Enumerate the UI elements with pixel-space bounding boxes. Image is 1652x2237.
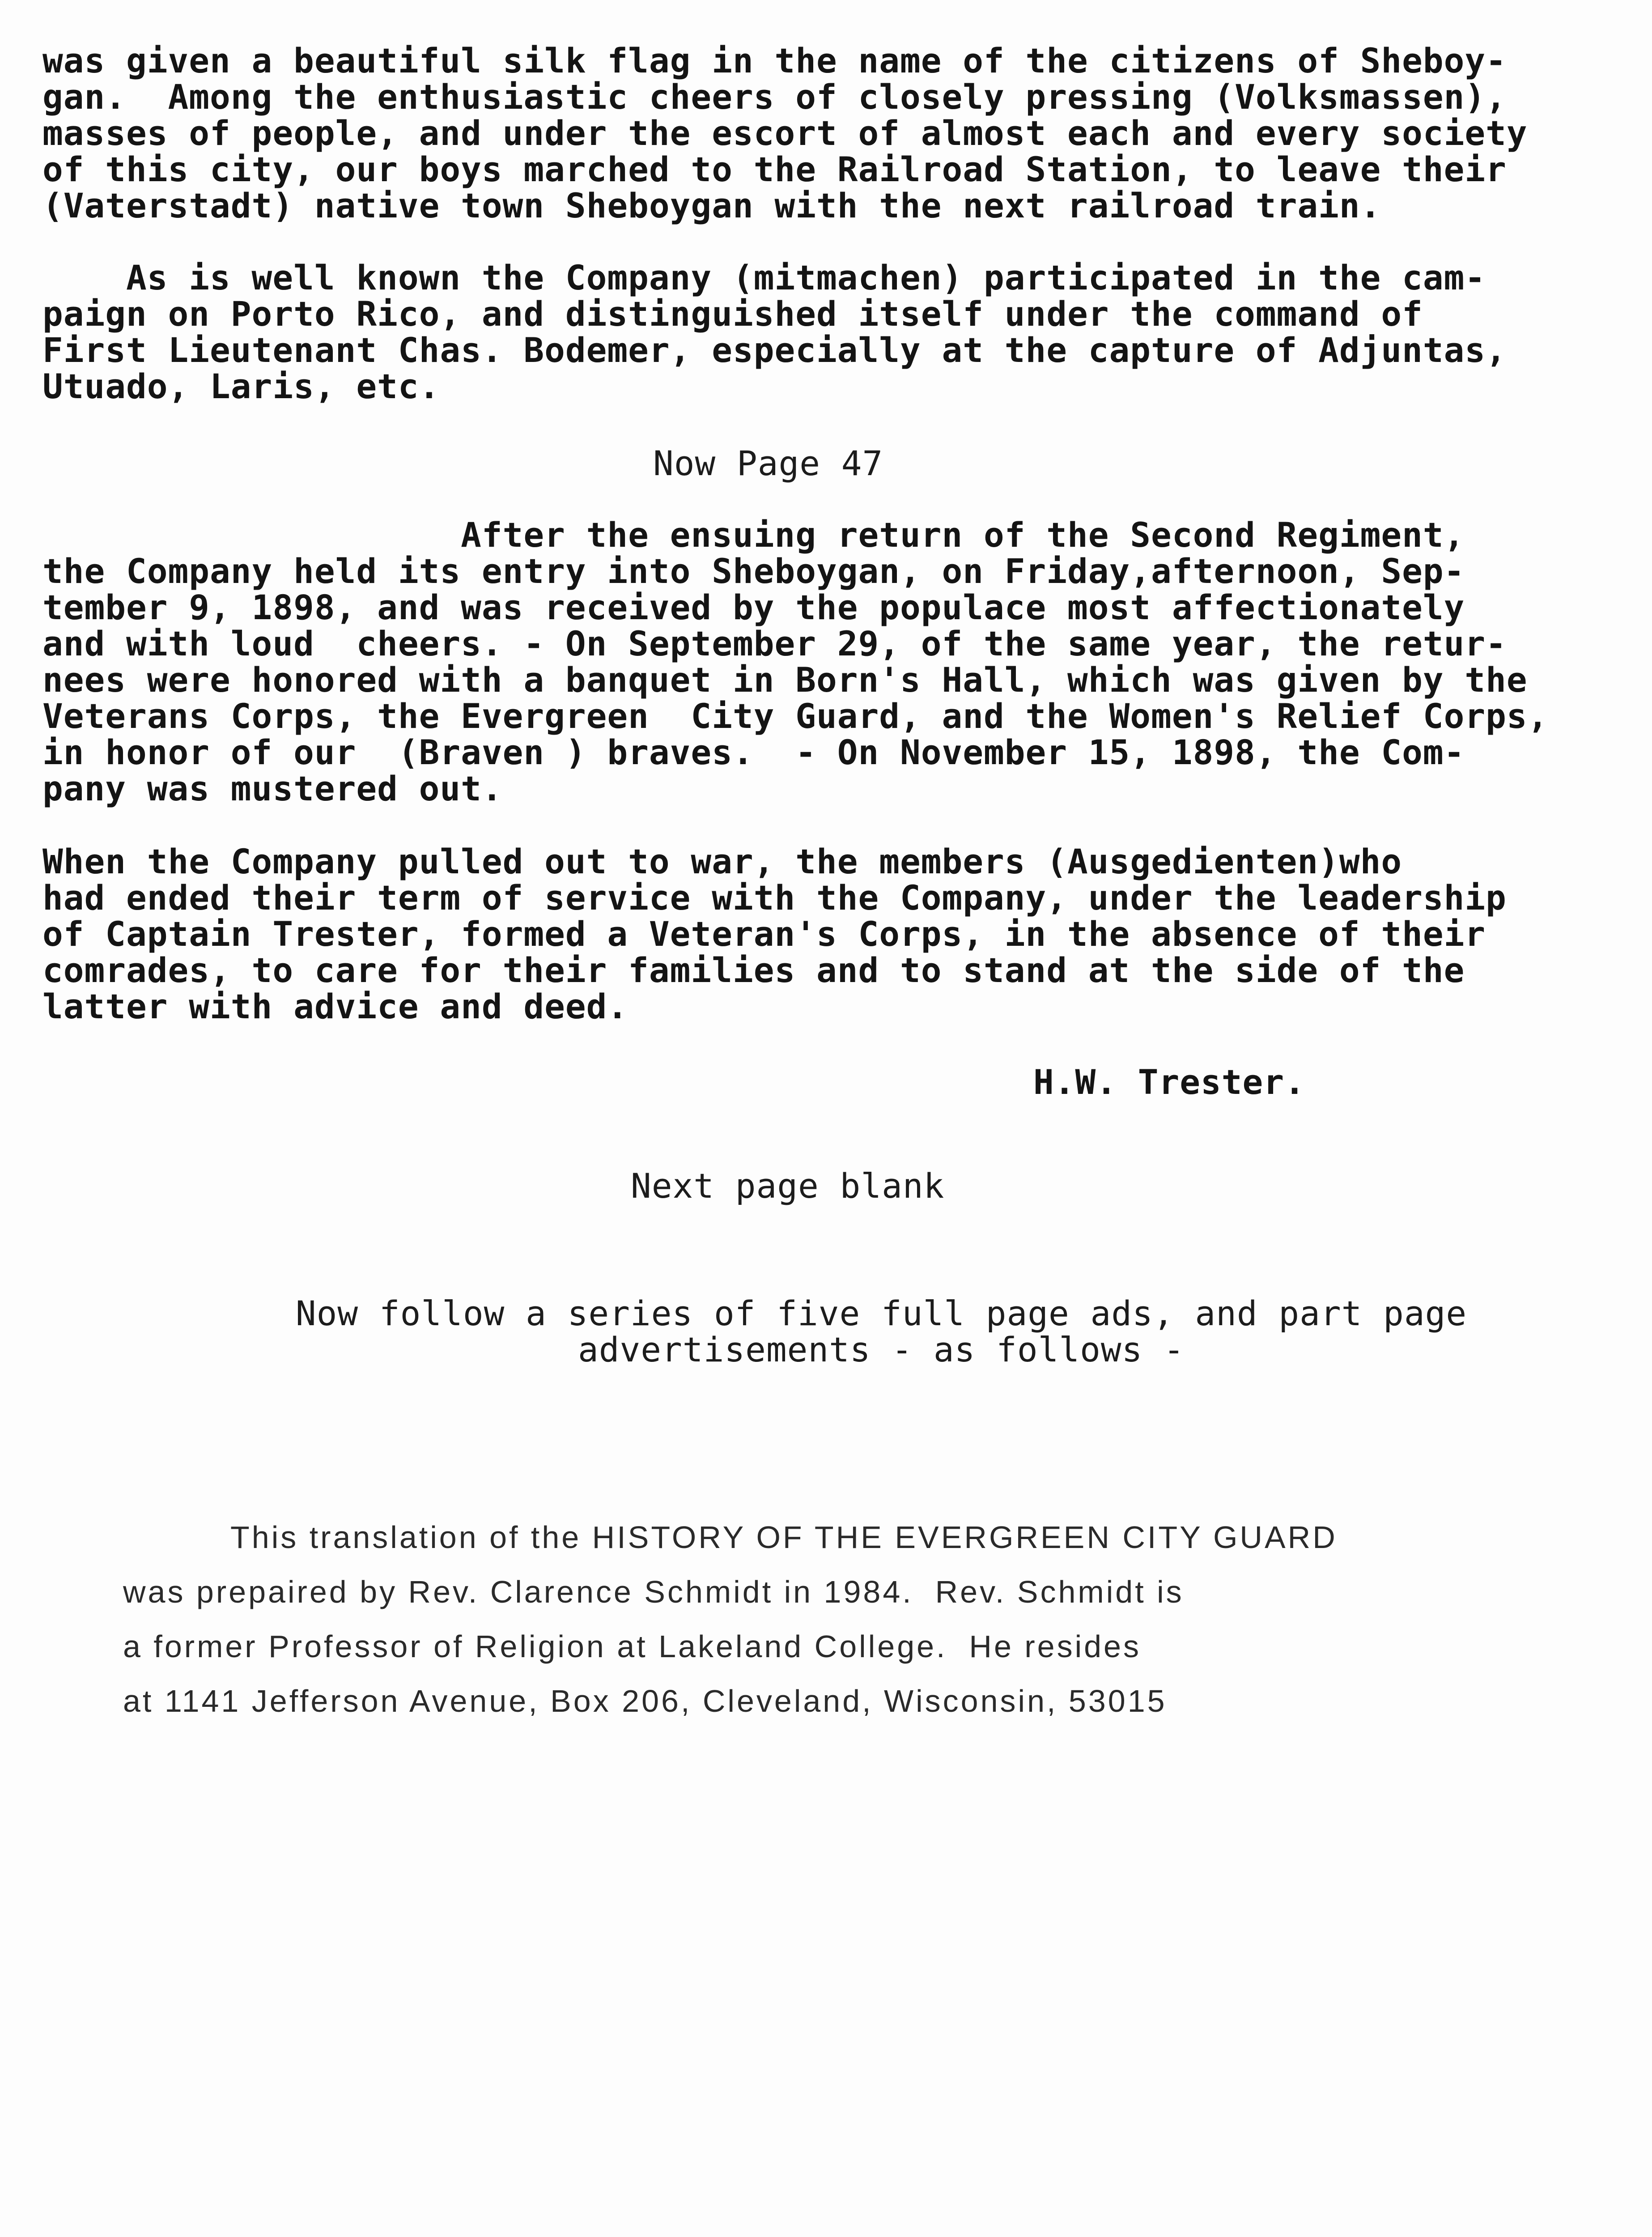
text-line: was prepaired by Rev. Clarence Schmidt in 1984. Rev. Schmidt is	[123, 1574, 1184, 1609]
text-line: advertisements - as follows -	[578, 1330, 1185, 1369]
text-line: (Vaterstadt) native town Sheboygan with the next railroad train.	[42, 186, 1381, 225]
text-line: had ended their term of service with the Company, under the leadership	[42, 878, 1507, 918]
text-line: at 1141 Jefferson Avenue, Box 206, Cleveland, Wisconsin, 53015	[123, 1684, 1167, 1718]
text-line: gan. Among the enthusiastic cheers of closely pressing (Volksmassen),	[42, 77, 1507, 117]
text-line: Utuado, Laris, etc.	[42, 366, 440, 406]
text-line: latter with advice and deed.	[42, 987, 629, 1026]
page-marker: Now Page 47	[653, 443, 883, 483]
text-line: and with loud cheers. - On September 29, of the same year, the retur-	[42, 624, 1507, 663]
text-line: the Company held its entry into Sheboygan, on Friday,afternoon, Sep-	[42, 551, 1465, 591]
text-line: comrades, to care for their families and to stand at the side of the	[42, 950, 1465, 990]
text-line: Now follow a series of five full page ads, and part page	[295, 1293, 1467, 1333]
text-line: Veterans Corps, the Evergreen City Guard, and the Women's Relief Corps,	[42, 696, 1549, 736]
text-line: When the Company pulled out to war, the members (Ausgedienten)who	[42, 842, 1402, 881]
text-line: of this city, our boys marched to the Railroad Station, to leave their	[42, 149, 1507, 189]
ads-note	[255, 1295, 1508, 1368]
signature: H.W. Trester.	[1033, 1062, 1305, 1102]
text-line: a former Professor of Religion at Lakeland College. He resides	[123, 1629, 1141, 1664]
text-line: in honor of our (Braven ) braves. - On November 15, 1898, the Com-	[42, 732, 1465, 772]
next-page-note: Next page blank	[631, 1166, 945, 1206]
text-line: As is well known the Company (mitmachen) participated in the cam-	[42, 258, 1486, 298]
text-line: After the ensuing return of the Second Regiment,	[42, 515, 1465, 555]
text-line: of Captain Trester, formed a Veteran's Corps, in the absence of their	[42, 914, 1486, 954]
paragraph-veterans-corps	[42, 843, 1617, 1025]
translator-note	[123, 1510, 1554, 1728]
text-line: was given a beautiful silk flag in the name of the citizens of Sheboy-	[42, 41, 1507, 81]
text-line: paign on Porto Rico, and distinguished itself under the command of	[42, 294, 1423, 334]
paragraph-return-of-regiment	[42, 517, 1617, 807]
text-line: nees were honored with a banquet in Born's Hall, which was given by the	[42, 660, 1528, 700]
text-line: pany was mustered out.	[42, 769, 503, 808]
text-line: tember 9, 1898, and was received by the populace most affectionately	[42, 587, 1465, 627]
paragraph-porto-rico-campaign	[42, 259, 1617, 404]
text-line: masses of people, and under the escort of almost each and every society	[42, 113, 1528, 153]
text-line: This translation of the HISTORY OF THE EVERGREEN CITY GUARD	[230, 1520, 1338, 1555]
text-line: First Lieutenant Chas. Bodemer, especially at the capture of Adjuntas,	[42, 330, 1507, 370]
paragraph-flag-presentation	[42, 43, 1617, 224]
